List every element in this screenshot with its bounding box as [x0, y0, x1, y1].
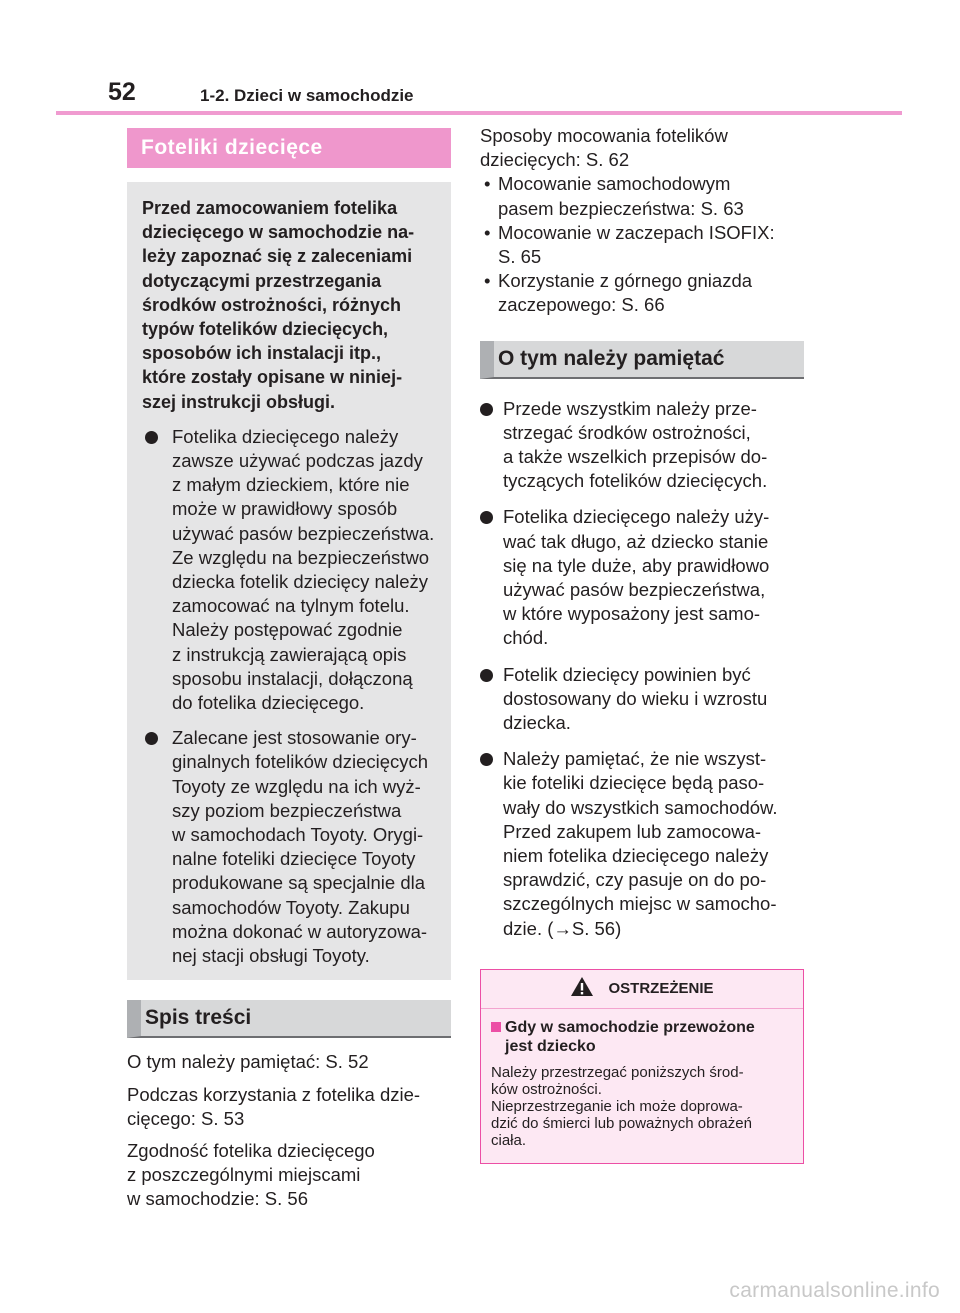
- warning-icon: [570, 976, 594, 997]
- square-bullet-icon: [491, 1022, 501, 1032]
- warning-header: [481, 970, 803, 1009]
- bullet-icon: [145, 732, 158, 745]
- bullet-icon: [480, 753, 493, 766]
- mounting-item-text: Mocowanie samochodowym pasem bezpieczeństwa: S. 63: [498, 173, 744, 219]
- left-column: [127, 128, 451, 1212]
- contents-link-compatibility[interactable]: Zgodność fotelika dziecięcego z poszczególnymi miejscami w samochodzie: S. 56: [127, 1139, 375, 1210]
- contents-link-remember[interactable]: O tym należy pamiętać: S. 52: [127, 1051, 369, 1073]
- bullet-text: Zalecane jest stosowanie ory- ginalnych fotelików dziecięcych Toyoty ze względu na ich wyż- szy poziom bezpieczeństwa w samochodach Toyoty. Orygi- nalne foteliki dziecięce Toyoty produkowane są specjalnie dla samochodów Toyoty. Zakupu można dokonać w autoryzowa- nej stacji obsługi Toyoty.: [172, 727, 429, 967]
- mounting-item-text: Mocowanie w zaczepach ISOFIX: S. 65: [498, 221, 775, 268]
- bullet-text: Należy pamiętać, że nie wszyst- kie foteliki dziecięce będą paso- wały do wszystkich samochodów. Przed zakupem lub zamocowa- niem fotelika dziecięcego należy sprawdzić, czy pasuje on do po- szczególnych miejsc w samocho- dzie. (→S. 56): [503, 748, 778, 939]
- right-column: [480, 124, 804, 1164]
- bullet-icon: [480, 511, 493, 524]
- remember-title: O tym należy pamiętać: [480, 341, 804, 379]
- bullet-icon: •: [484, 270, 491, 292]
- list-item: [480, 747, 804, 941]
- warning-title: OSTRZEŻENIE: [608, 979, 714, 997]
- contents-title: Spis treści: [127, 1000, 451, 1038]
- bullet-text: Fotelik dziecięcy powinien być dostosowany do wieku i wzrostu dziecka.: [503, 663, 768, 734]
- mounting-intro[interactable]: Sposoby mocowania fotelików dziecięcych: S. 62: [480, 125, 728, 171]
- watermark: carmanualsonline.info: [729, 1279, 940, 1302]
- bullet-icon: •: [484, 173, 491, 195]
- list-item: [480, 397, 804, 494]
- list-item[interactable]: [480, 269, 804, 317]
- warning-text: Należy przestrzegać poniższych środ- ków ostrożności. Nieprzestrzeganie ich może doprowa- dzić do śmierci lub poważnych obrażeń ciała.: [491, 1063, 752, 1149]
- warning-box: [480, 969, 804, 1164]
- warning-subtitle-text: Gdy w samochodzie przewożone jest dziecko: [505, 1018, 755, 1055]
- header-divider: [56, 111, 902, 115]
- intro-box: [127, 182, 451, 980]
- list-item[interactable]: [480, 172, 804, 220]
- mounting-item-text: Korzystanie z górnego gniazda zaczepowego: S. 66: [498, 270, 753, 316]
- section-title: Foteliki dziecięce: [127, 128, 451, 168]
- list-item: [480, 505, 804, 650]
- bullet-icon: •: [484, 221, 491, 243]
- bullet-icon: [145, 431, 158, 444]
- page-number: 52: [108, 78, 136, 106]
- contents-link-using[interactable]: Podczas korzystania z fotelika dzie- cięcego: S. 53: [127, 1083, 421, 1129]
- bullet-icon: [480, 669, 493, 682]
- bullet-text: Fotelika dziecięcego należy uży- wać tak długo, aż dziecko stanie się na tyle duże, aby prawidłowo używać pasów bezpieczeństwa, w które wyposażony jest samo- chód.: [503, 506, 770, 649]
- list-item[interactable]: [480, 221, 804, 269]
- intro-text: Przed zamocowaniem fotelika dziecięcego w samochodzie na- leży zapoznać się z zaleceniami dotyczącymi przestrzegania środków ostrożności, różnych typów fotelików dziecięcych, sposobów ich instalacji itp., które zostały opisane w niniej- szej instrukcji obsługi.: [142, 198, 415, 412]
- list-item: [142, 726, 439, 968]
- chapter-title: 1-2. Dzieci w samochodzie: [200, 86, 414, 105]
- bullet-text: Przede wszystkim należy prze- strzegać środków ostrożności, a także wszelkich przepisów do- tyczących fotelików dziecięcych.: [503, 397, 768, 492]
- warning-subtitle: [491, 1018, 793, 1056]
- bullet-icon: [480, 403, 493, 416]
- list-item: [142, 425, 439, 715]
- bullet-text: Fotelika dziecięcego należy zawsze używać podczas jazdy z małym dzieckiem, które nie może w prawidłowy sposób używać pasów bezpieczeństwa. Ze względu na bezpieczeństwo dziecka fotelik dziecięcy należy zamocować na tylnym fotelu. Należy postępować zgodnie z instrukcją zawierającą opis sposobu instalacji, dołączoną do fotelika dziecięcego.: [172, 425, 435, 714]
- list-item: [480, 663, 804, 736]
